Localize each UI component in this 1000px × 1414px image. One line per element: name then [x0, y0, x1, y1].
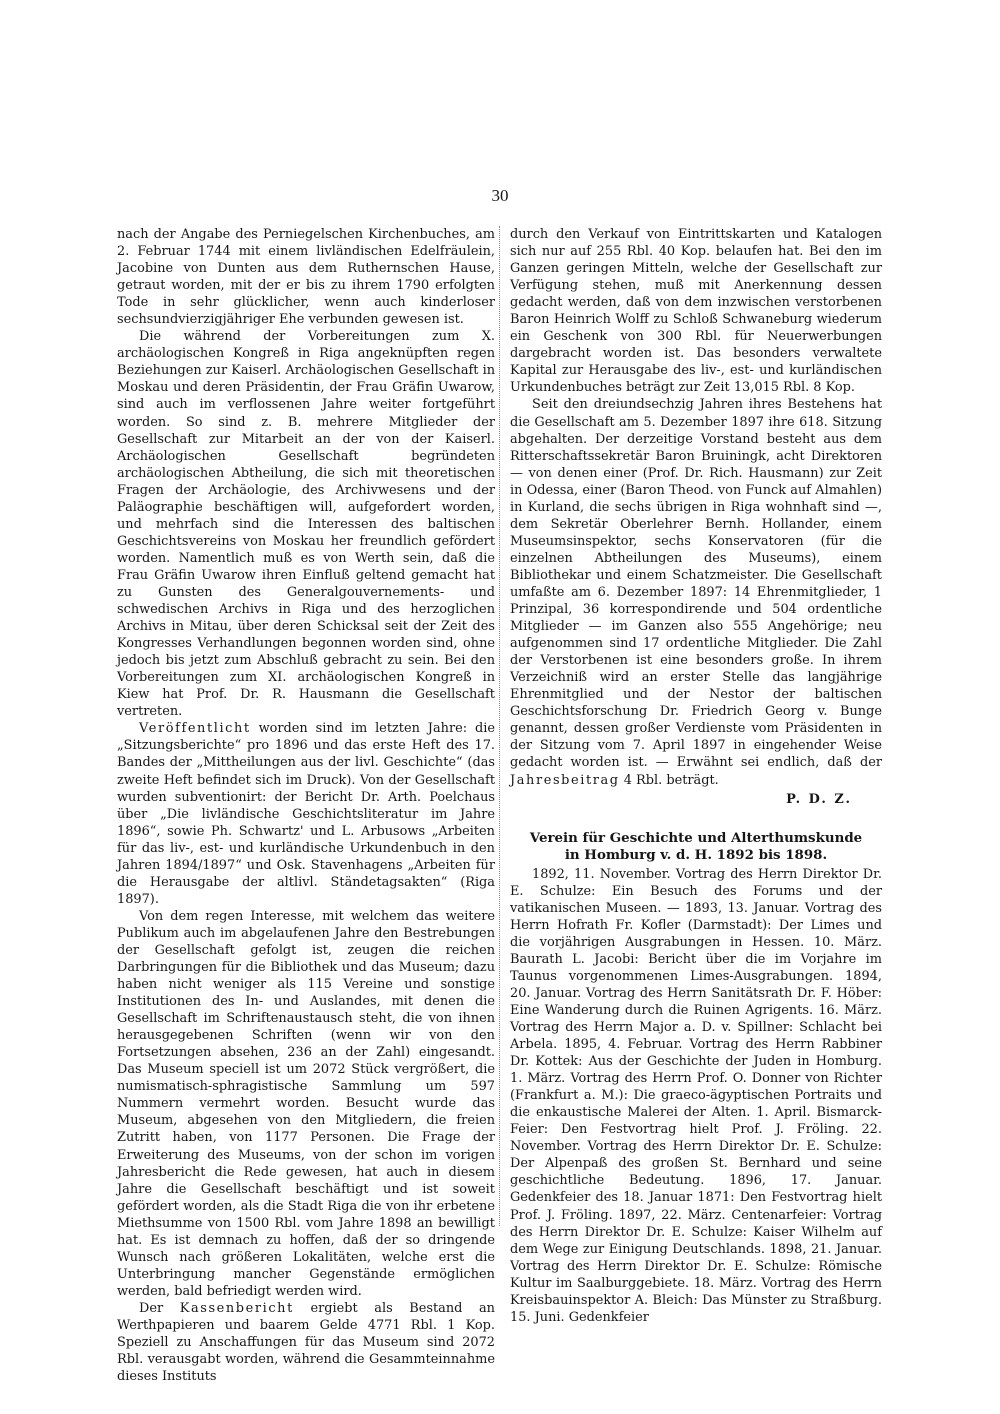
paragraph: Die während der Vorbereitungen zum X. archäologischen Kongreß in Riga angeknüpften regen Beziehungen zur Kaiserl. Archäologischen Gesellschaft in Moskau und deren Präsidentin, der Frau Gräfin Uwarow, sind auch im verflossenen Jahre weiter fortgeführt worden. So sind z. B. mehrere Mitglieder der Gesellschaft zur Mitarbeit an der von der Kaiserl. Archäologischen Gesellschaft begründeten archäologischen Abtheilung, die sich mit theoretischen Fragen der Archäologie, des Archivwesens und der Paläographie beschäftigen will, aufgefordert worden, und mehrfach sind die Interessen des baltischen Geschichtsvereins von Moskau her freundlich gefördert worden. Namentlich muß es von Werth sein, daß die Frau Gräfin Uwarow ihren Einfluß geltend gemacht hat zu Gunsten des Generalgouvernements- und schwedischen Archivs in Riga und des herzoglichen Archivs in Mitau, über deren Schicksal seit der Zeit des Kongresses Verhandlungen begonnen worden sind, ohne jedoch bis jetzt zum Abschluß gebracht zu sein. Bei den Vorbereitungen zum XI. archäologischen Kongreß in Kiew hat Prof. Dr. R. Hausmann die Gesellschaft vertreten.	[117, 329, 495, 720]
section-heading	[510, 830, 882, 864]
heading-line: Verein für Geschichte und Alterthumskunde	[529, 829, 863, 846]
author-initials: P. D. Z.	[786, 791, 852, 807]
paragraph	[510, 396, 882, 788]
paragraph: Von dem regen Interesse, mit welchem das weitere Publikum auch im abgelaufenen Jahre den Bestrebungen der Gesellschaft gefolgt ist, zeugen die reichen Darbringungen für die Bibliothek und das Museum; dazu haben nicht weniger als 115 Vereine und sonstige Institutionen des In- und Auslandes, mit denen die Gesellschaft im Schriftenaustausch steht, die von ihnen herausgegebenen Schriften (wenn wir von den Fortsetzungen absehen, 236 an der Zahl) eingesandt. Das Museum speciell ist um 2072 Stück vergrößert, die numismatisch-sphragistische Sammlung um 597 Nummern vermehrt worden. Besucht wurde das Museum, abgesehen von den Mitgliedern, die freien Zutritt haben, von 1177 Personen. Die Frage der Erweiterung des Museums, von der schon im vorigen Jahresbericht die Rede gewesen, hat auch in diesem Jahre die Gesellschaft beschäftigt und ist soweit gefördert worden, als die Stadt Riga die von ihr erbetene Miethsumme von 1500 Rbl. vom Jahre 1898 an bewilligt hat. Es ist demnach zu hoffen, daß der so dringende Wunsch nach größeren Lokalitäten, welche erst die Unterbringung mancher Gegenstände ermöglichen werden, bald befriedigt werden wird.	[117, 908, 495, 1299]
paragraph-text: ergiebt als Bestand an Werthpapieren und baarem Gelde 4771 Rbl. 1 Kop. Speziell zu Anschaffungen für das Museum sind 2072 Rbl. verausgabt worden, während die Gesammteinnahme dieses Instituts	[117, 1300, 495, 1385]
paragraph	[117, 1300, 495, 1385]
column-divider	[499, 226, 500, 1226]
heading-line: in Homburg v. d. H. 1892 bis 1898.	[564, 846, 828, 863]
spaced-term: Jahresbeitrag	[510, 772, 620, 788]
spaced-term: Veröffentlicht	[139, 721, 251, 737]
paragraph: durch den Verkauf von Eintrittskarten und Katalogen sich nur auf 255 Rbl. 40 Kop. belaufen hat. Bei den im Ganzen geringen Mitteln, welche der Gesellschaft zur Verfügung stehen, muß mit Anerkennung dessen gedacht werden, daß von dem inzwischen verstorbenen Baron Heinrich Wolff zu Schloß Schwaneburg wiederum ein Geschenk von 300 Rbl. für Neuerwerbungen dargebracht worden ist. Das besonders verwaltete Kapital zur Herausgabe des liv-, est- und kurländischen Urkundenbuches beträgt zur Zeit 13,015 Rbl. 8 Kop.	[510, 227, 882, 396]
paragraph-text: 4 Rbl. beträgt.	[619, 772, 719, 788]
paragraph-text: worden sind im letzten Jahre: die „Sitzungsberichte“ pro 1896 und das erste Heft des 17. Bandes der „Mittheilungen aus der livl. Geschichte“ (das zweite Heft befindet sich im Druck). Von der Gesellschaft wurden subventionirt: der Bericht Dr. Arth. Poelchaus über „Die livländische Geschichtsliteratur im Jahre 1896“, sowie Ph. Schwartz' und L. Arbusows „Arbeiten für das liv-, est- und kurländische Urkundenbuch in den Jahren 1894/1897“ und Osk. Stavenhagens „Arbeiten für die Herausgabe der altlivl. Ständetagsakten“ (Riga 1897).	[117, 721, 495, 907]
left-column	[117, 226, 495, 1385]
paragraph	[117, 720, 495, 908]
paragraph-text: Der	[139, 1300, 180, 1316]
right-column	[510, 226, 882, 1326]
paragraph: 1892, 11. November. Vortrag des Herrn Direktor Dr. E. Schulze: Ein Besuch des Forums und der vatikanischen Museen. — 1893, 13. Januar. Vortrag des Herrn Hofrath Fr. Kofler (Darmstadt): Der Limes und die vorjährigen Ausgrabungen in Hessen. 10. März. Baurath L. Jacobi: Bericht über die im Vorjahre im Taunus vorgenommenen Limes-Ausgrabungen. 1894, 20. Januar. Vortrag des Herrn Sanitätsrath Dr. F. Höber: Eine Wanderung durch die Ruinen Agrigents. 16. März. Vortrag des Herrn Major a. D. v. Spillner: Schlacht bei Arbela. 1895, 4. Februar. Vortrag des Herrn Rabbiner Dr. Kottek: Aus der Geschichte der Juden in Homburg. 1. März. Vortrag des Herrn Prof. O. Donner von Richter (Frankfurt a. M.): Die graeco-ägyptischen Portraits und die enkaustische Malerei der Alten. 1. April. Bismarck-Feier: Den Festvortrag hielt Prof. J. Fröling. 22. November. Vortrag des Herrn Direktor Dr. E. Schulze: Der Alpenpaß des großen St. Bernhard und seine geschichtliche Bedeutung. 1896, 17. Januar. Gedenkfeier des 18. Januar 1871: Den Festvortrag hielt Prof. J. Fröling. 1897, 22. März. Centenarfeier: Vortrag des Herrn Direktor Dr. E. Schulze: Kaiser Wilhelm auf dem Wege zur Einigung Deutschlands. 1898, 21. Januar. Vortrag des Herrn Direktor Dr. E. Schulze: Römische Kultur im Saalburggebiete. 18. März. Vortrag des Herrn Kreisbauinspektor A. Bleich: Das Münster zu Straßburg. 15. Juni. Gedenkfeier	[510, 866, 882, 1325]
paragraph-text: Seit den dreiundsechzig Jahren ihres Bestehens hat die Gesellschaft am 5. Dezember 1897 ihre 618. Sitzung abgehalten. Der derzeitige Vorstand besteht aus dem Ritterschaftssekretär Baron Bruiningk, acht Direktoren — von denen einer (Prof. Dr. Rich. Hausmann) zur Zeit in Odessa, einer (Baron Theod. von Funck auf Almahlen) in Kurland, die sechs übrigen in Riga wohnhaft sind —, dem Sekretär Oberlehrer Bernh. Hollander, einem Museumsinspektor, sechs Konservatoren (für die einzelnen Abtheilungen des Museums), einem Bibliothekar und einem Schatzmeister. Die Gesellschaft umfaßte am 6. Dezember 1897: 14 Ehrenmitglieder, 1 Prinzipal, 36 korrespondirende und 504 ordentliche Mitglieder — im Ganzen also 555 Angehörige; neu aufgenommen sind 17 ordentliche Mitglieder. Die Zahl der Verstorbenen ist eine besonders große. In ihrem Verzeichniß wird an erster Stelle das langjährige Ehrenmitglied und der Nestor der baltischen Geschichtsforschung Dr. Friedrich Georg v. Bunge genannt, dessen großer Verdienste vom Präsidenten in der Sitzung vom 7. April 1897 in eingehender Weise gedacht worden ist. — Erwähnt sei endlich, daß der	[510, 397, 882, 771]
spaced-term: Kassenbericht	[179, 1300, 294, 1316]
paragraph: nach der Angabe des Perniegelschen Kirchenbuches, am 2. Februar 1744 mit einem livländischen Edelfräulein, Jacobine von Dunten aus dem Ruthernschen Hause, getraut worden, mit der er bis zu ihrem 1790 erfolgten Tode in sehr glücklicher, wenn auch kinderloser sechsundvierzigjähriger Ehe verbunden gewesen ist.	[117, 227, 495, 328]
page-number: 30	[491, 186, 509, 205]
